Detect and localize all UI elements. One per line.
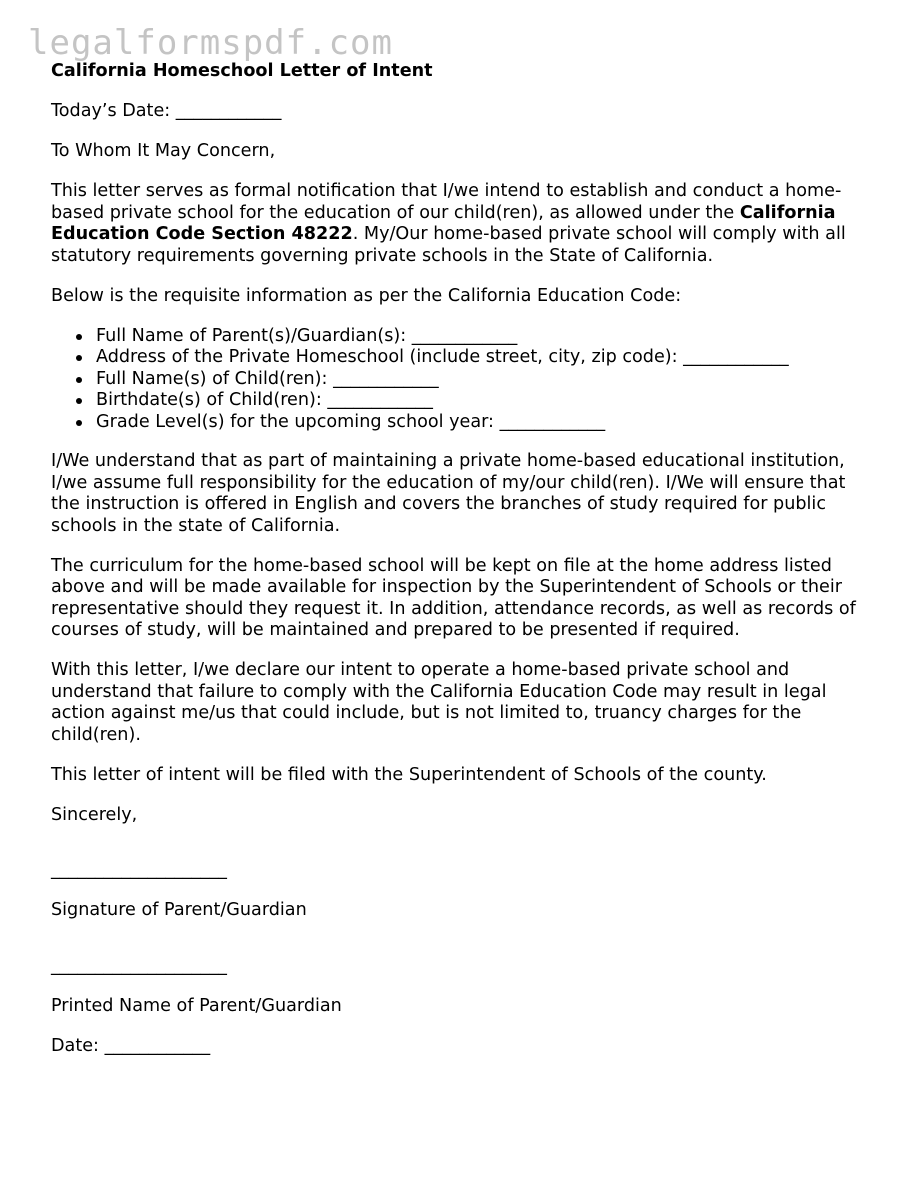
curriculum-paragraph: The curriculum for the home-based school will be kept on file at the home address listed above and will be made available for inspection by the Superintendent of Schools or their representative should they request it. In addition, attendance records, as well as records of courses of study, will be maintained and prepared to be presented if required. [51, 555, 856, 640]
signature-label: Signature of Parent/Guardian [51, 900, 307, 920]
watermark-logo: legalformspdf.com [28, 23, 393, 63]
field-homeschool-address: Address of the Private Homeschool (include street, city, zip code): ____________ [96, 347, 866, 369]
field-parent-name: Full Name of Parent(s)/Guardian(s): ____________ [96, 326, 866, 348]
filing-paragraph: This letter of intent will be filed with the Superintendent of Schools of the county. [51, 764, 767, 785]
intro-text-1: This letter serves as formal notification that I/we intend to establish and conduct a home-based private school for the education of our child(ren), as allowed under the [51, 181, 842, 223]
document-title: California Homeschool Letter of Intent [51, 61, 433, 81]
signature-date: Date: ____________ [51, 1035, 211, 1056]
printed-name-label: Printed Name of Parent/Guardian [51, 995, 342, 1016]
info-intro: Below is the requisite information as per the California Education Code: [51, 285, 682, 306]
letter-document [51, 61, 866, 1076]
field-child-names: Full Name(s) of Child(ren): ____________ [96, 369, 866, 391]
intro-paragraph [51, 181, 866, 267]
responsibility-paragraph: I/We understand that as part of maintaining a private home-based educational institution, I/we assume full responsibility for the education of my/our child(ren). I/We will ensure that the instruction is offered in English and covers the branches of study required for public schools in the state of California. [51, 451, 846, 536]
closing: Sincerely, [51, 804, 138, 825]
field-child-birthdates: Birthdate(s) of Child(ren): ____________ [96, 390, 866, 412]
declaration-paragraph: With this letter, I/we declare our intent to operate a home-based private school and understand that failure to comply with the California Education Code may result in legal action against me/us that could include, but is not limited to, truancy charges for the child(ren). [51, 660, 827, 745]
required-info-list [51, 326, 866, 434]
signature-line: ____________________ [51, 860, 227, 880]
field-grade-levels: Grade Level(s) for the upcoming school year: ____________ [96, 412, 866, 434]
printed-name-line: ____________________ [51, 955, 227, 976]
greeting: To Whom It May Concern, [51, 141, 276, 161]
education-code-reference: California Education Code Section 48222 [51, 202, 836, 244]
date-line: Today’s Date: ____________ [51, 101, 282, 121]
intro-text-2: . My/Our home-based private school will comply with all statutory requirements governing private schools in the State of California. [51, 224, 846, 266]
